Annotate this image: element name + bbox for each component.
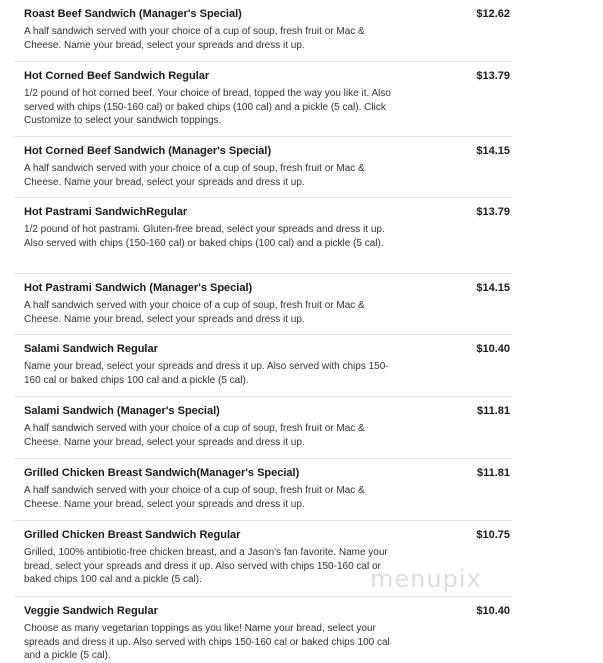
item-name: Hot Pastrami Sandwich (Manager's Special)	[24, 282, 253, 294]
item-description: Choose as many vegetarian toppings as you like! Name your bread, select your spreads and dress it up. Also served with chips 150-160 cal or baked chips 100 cal and a pickle (5 cal).	[24, 623, 390, 661]
menu-item[interactable]	[14, 397, 512, 459]
item-description: A half sandwich served with your choice of a cup of soup, fresh fruit or Mac & Cheese. Name your bread, select your spreads and dress it up.	[24, 26, 365, 51]
item-description: A half sandwich served with your choice of a cup of soup, fresh fruit or Mac & Cheese. Name your bread, select your spreads and dress it up.	[24, 485, 365, 510]
item-price: $12.62	[476, 8, 510, 20]
item-price: $10.40	[476, 605, 510, 617]
menu-item[interactable]	[14, 198, 512, 274]
item-description: Grilled, 100% antibiotic-free chicken breast, and a Jason's fan favorite. Name your bread, select your spreads and dress it up. Also served with chips 150-160 cal or baked chips 100 cal and a pickle (5 cal).	[24, 547, 388, 585]
item-name: Grilled Chicken Breast Sandwich Regular	[24, 529, 241, 541]
menupix-watermark: menupix	[370, 565, 482, 593]
item-name: Hot Corned Beef Sandwich Regular	[24, 70, 210, 82]
item-price: $13.79	[476, 206, 510, 218]
item-description: A half sandwich served with your choice of a cup of soup, fresh fruit or Mac & Cheese. Name your bread, select your spreads and dress it up.	[24, 300, 365, 325]
item-description: A half sandwich served with your choice of a cup of soup, fresh fruit or Mac & Cheese. Name your bread, select your spreads and dress it up.	[24, 423, 365, 448]
item-price: $11.81	[476, 405, 510, 417]
item-description: Name your bread, select your spreads and dress it up. Also served with chips 150-160 cal or baked chips 100 cal and a pickle (5 cal).	[24, 361, 389, 386]
item-name: Grilled Chicken Breast Sandwich(Manager's Special)	[24, 467, 300, 479]
item-price: $10.40	[476, 343, 510, 355]
item-price: $10.75	[476, 529, 510, 541]
menu-item[interactable]	[14, 335, 512, 397]
item-price: $11.81	[476, 467, 510, 479]
item-description: A half sandwich served with your choice of a cup of soup, fresh fruit or Mac & Cheese. Name your bread, select your spreads and dress it up.	[24, 163, 365, 188]
menu-item[interactable]	[14, 137, 512, 198]
menu-item[interactable]	[14, 62, 512, 137]
item-name: Hot Corned Beef Sandwich (Manager's Special)	[24, 145, 272, 157]
item-name: Veggie Sandwich Regular	[24, 605, 158, 617]
item-description: 1/2 pound of hot corned beef. Your choice of bread, topped the way you like it. Also served with chips (150-160 cal) or baked chips (100 cal) and a pickle (5 cal). Click Customize to select your sandwich toppings.	[24, 88, 391, 126]
menu-item[interactable]	[14, 459, 512, 521]
menu-item[interactable]	[14, 274, 512, 335]
menu-item[interactable]	[14, 0, 512, 62]
item-name: Roast Beef Sandwich (Manager's Special)	[24, 8, 242, 20]
item-name: Salami Sandwich Regular	[24, 343, 158, 355]
menu-item[interactable]	[14, 597, 512, 660]
item-price: $14.15	[476, 282, 510, 294]
item-name: Salami Sandwich (Manager's Special)	[24, 405, 220, 417]
item-name: Hot Pastrami SandwichRegular	[24, 206, 188, 218]
item-description: 1/2 pound of hot pastrami. Gluten-free bread, select your spreads and dress it up. Also served with chips (150-160 cal) or baked chips (100 cal) and a pickle (5 cal).	[24, 224, 385, 249]
item-price: $13.79	[476, 70, 510, 82]
item-price: $14.15	[476, 145, 510, 157]
